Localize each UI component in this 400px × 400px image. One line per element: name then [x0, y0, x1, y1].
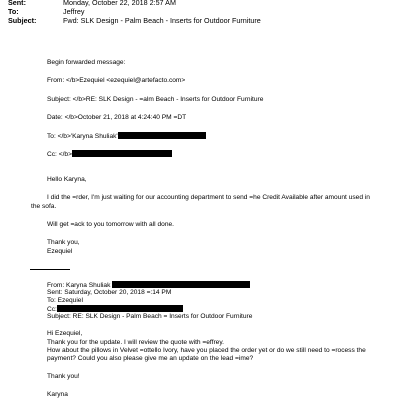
original-body-line-2: How about the pillows in Velvet =ottello Ivory, have you placed the order yet or do we still need to =rocess the	[47, 347, 366, 354]
sent-value: Monday, October 22, 2018 2:57 AM	[63, 0, 176, 7]
subject-label: Subject:	[8, 16, 37, 25]
forward-from-line: From: </b>Ezequiel <ezequiel@artefacto.com>	[47, 77, 186, 84]
forward-body-line-1: I did the =rder, I'm just waiting for our accounting department to send =he Credit Available after amount used in	[47, 194, 370, 201]
forward-cc-prefix: Cc: </b>	[47, 151, 72, 158]
forward-subject-line: Subject: </b>RE: SLK Design - =alm Beach - Inserts for Outdoor Furniture	[47, 96, 264, 103]
original-signature: Karyna	[47, 391, 68, 398]
forward-date-line: Date: </b>October 21, 2018 at 4:24:40 PM =DT	[47, 114, 187, 121]
forward-greeting: Hello Karyna,	[47, 176, 87, 183]
original-subject-line: Subject: RE: SLK Design - Palm Beach = Inserts for Outdoor Furniture	[47, 313, 253, 320]
redaction-bar	[57, 305, 183, 312]
original-thanks: Thank you!	[47, 373, 80, 380]
forward-body-line-2: the sofa.	[31, 203, 57, 210]
original-to-line: To: Ezequiel	[47, 297, 83, 304]
original-sent-line: Sent: Saturday, October 20, 2018 =:14 PM	[47, 289, 172, 296]
subject-value: Fwd: SLK Design - Palm Beach - Inserts for Outdoor Furniture	[63, 16, 261, 25]
forward-followup: Will get =ack to you tomorrow with all done.	[47, 221, 174, 228]
forward-to-prefix: To: </b>'Karyna Shuliak'	[47, 133, 118, 140]
original-body-line-3: payment? Could you also please give me an update on the lead =ime?	[47, 355, 254, 362]
sent-label: Sent:	[8, 0, 26, 7]
forward-thanks: Thank you,	[47, 239, 80, 246]
redaction-bar	[112, 281, 250, 288]
redaction-bar	[72, 150, 172, 157]
separator-rule	[30, 269, 70, 270]
to-label: To:	[8, 7, 19, 16]
redaction-bar	[118, 132, 206, 139]
original-greeting: Hi Ezequiel,	[47, 330, 83, 337]
forward-to-line	[47, 132, 206, 141]
original-body-line-1: Thank you for the update. I will review the quote with =effrey.	[47, 339, 224, 346]
forward-signature: Ezequiel	[47, 248, 73, 255]
original-from-prefix: From: Karyna Shuliak	[47, 282, 111, 289]
original-cc-prefix: Cc:	[47, 306, 57, 313]
forward-cc-line	[47, 150, 172, 159]
forward-intro: Begin forwarded message:	[47, 59, 126, 66]
to-value: Jeffrey	[63, 7, 85, 16]
